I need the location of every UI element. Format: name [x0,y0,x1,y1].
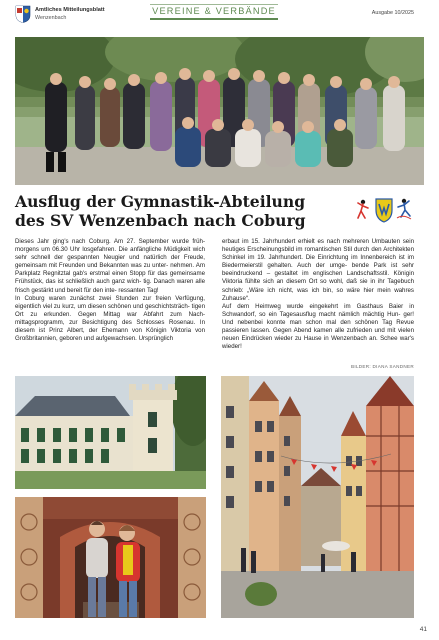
street-photo [221,376,414,618]
paragraph: erbaut im 15. Jahrhundert erhielt es nach mehreren Umbauten sein heutiges Erscheinungsbild im romantischen Stil durch den Architekten Schinkel im 19. Jahrhundert. Die Einrichtung im Innenbereich ist im Biedermeierstil gehalten. Auch der umge- bende Park ist sehr beeindruckend – gestaltet im englischen Landschaftsstil. Königin Viktoria fühlte sich an diesem Ort so wohl, daß sie in ihr Tagebuch schrieb: „Wäre ich nicht, was ich bin, so wäre hier mein wahres Zuhause“. [222,238,414,302]
publication-town: Wenzenbach [35,15,67,21]
section-rule [150,18,278,20]
issue-number: Ausgabe 10/2025 [371,10,414,16]
section-rule-top [150,4,278,5]
photo-credit: BILDER: DIANA SANDNER [351,364,414,369]
castle-photo [15,376,206,489]
page-header [0,0,439,28]
municipal-crest-icon [15,5,31,23]
headline-line-1: Ausflug der Gymnastik-Abteilung [15,192,306,211]
paragraph: In Coburg waren zunächst zwei Stunden zur freien Verfügung, eigentlich viel zu kurz, um diesen schönen und geschichtsträch- tigen Ort zu erkunden. Gegen Mittag war Abfahrt zum Nach- mittagsprogramm, zur Besichtigung des Schlosses Rosenau. In diesem ist Prinz Albert, der Ehemann von Königin Viktoria von Großbritannien, geboren und aufgewachsen. Ursprünglich [15,294,205,343]
article-column-1 [15,238,205,343]
article-headline [15,192,345,230]
article-column-2 [222,238,414,351]
page-number: 41 [419,626,427,633]
publication-title: Amtliches Mitteilungsblatt [35,7,105,13]
section-title: VEREINE & VERBÄNDE [152,6,276,16]
gymnastics-logo-icon [357,196,412,224]
headline-line-2: des SV Wenzenbach nach Coburg [15,211,306,230]
paragraph: Dieses Jahr ging's nach Coburg. Am 27. September wurde früh- morgens um 06.30 Uhr losgefahren. Die anfängliche Müdigkeit wich sehr schnell der gespannten Neugier und natürlich der Freude, gemeinsam mit Freunden und Bekannten was zu unter- nehmen. Am Parkplatz Regnitztal gab's erstmal einen Stopp für das gemeinsame Frühstück, das ist schließlich auch ganz wich- tig. Danach waren alle frisch gestärkt und bereit für den inte- ressanten Tag! [15,238,205,294]
publication-name [35,6,105,22]
interior-photo [15,497,206,618]
paragraph: Auf dem Heimweg wurde eingekehrt im Gasthaus Baier in Schwandorf, so ein Tagesausflug macht nämlich mächtig Hun- ger! Und nebenbei konnte man schon mal den schönen Tag Revue passieren lassen. Gegen Abend kamen alle zufrieden und mit vielen neuen Eindrücken wieder zu Hause in Wenzenbach an. Schee war's wieder! [222,302,414,351]
group-photo [15,37,424,185]
